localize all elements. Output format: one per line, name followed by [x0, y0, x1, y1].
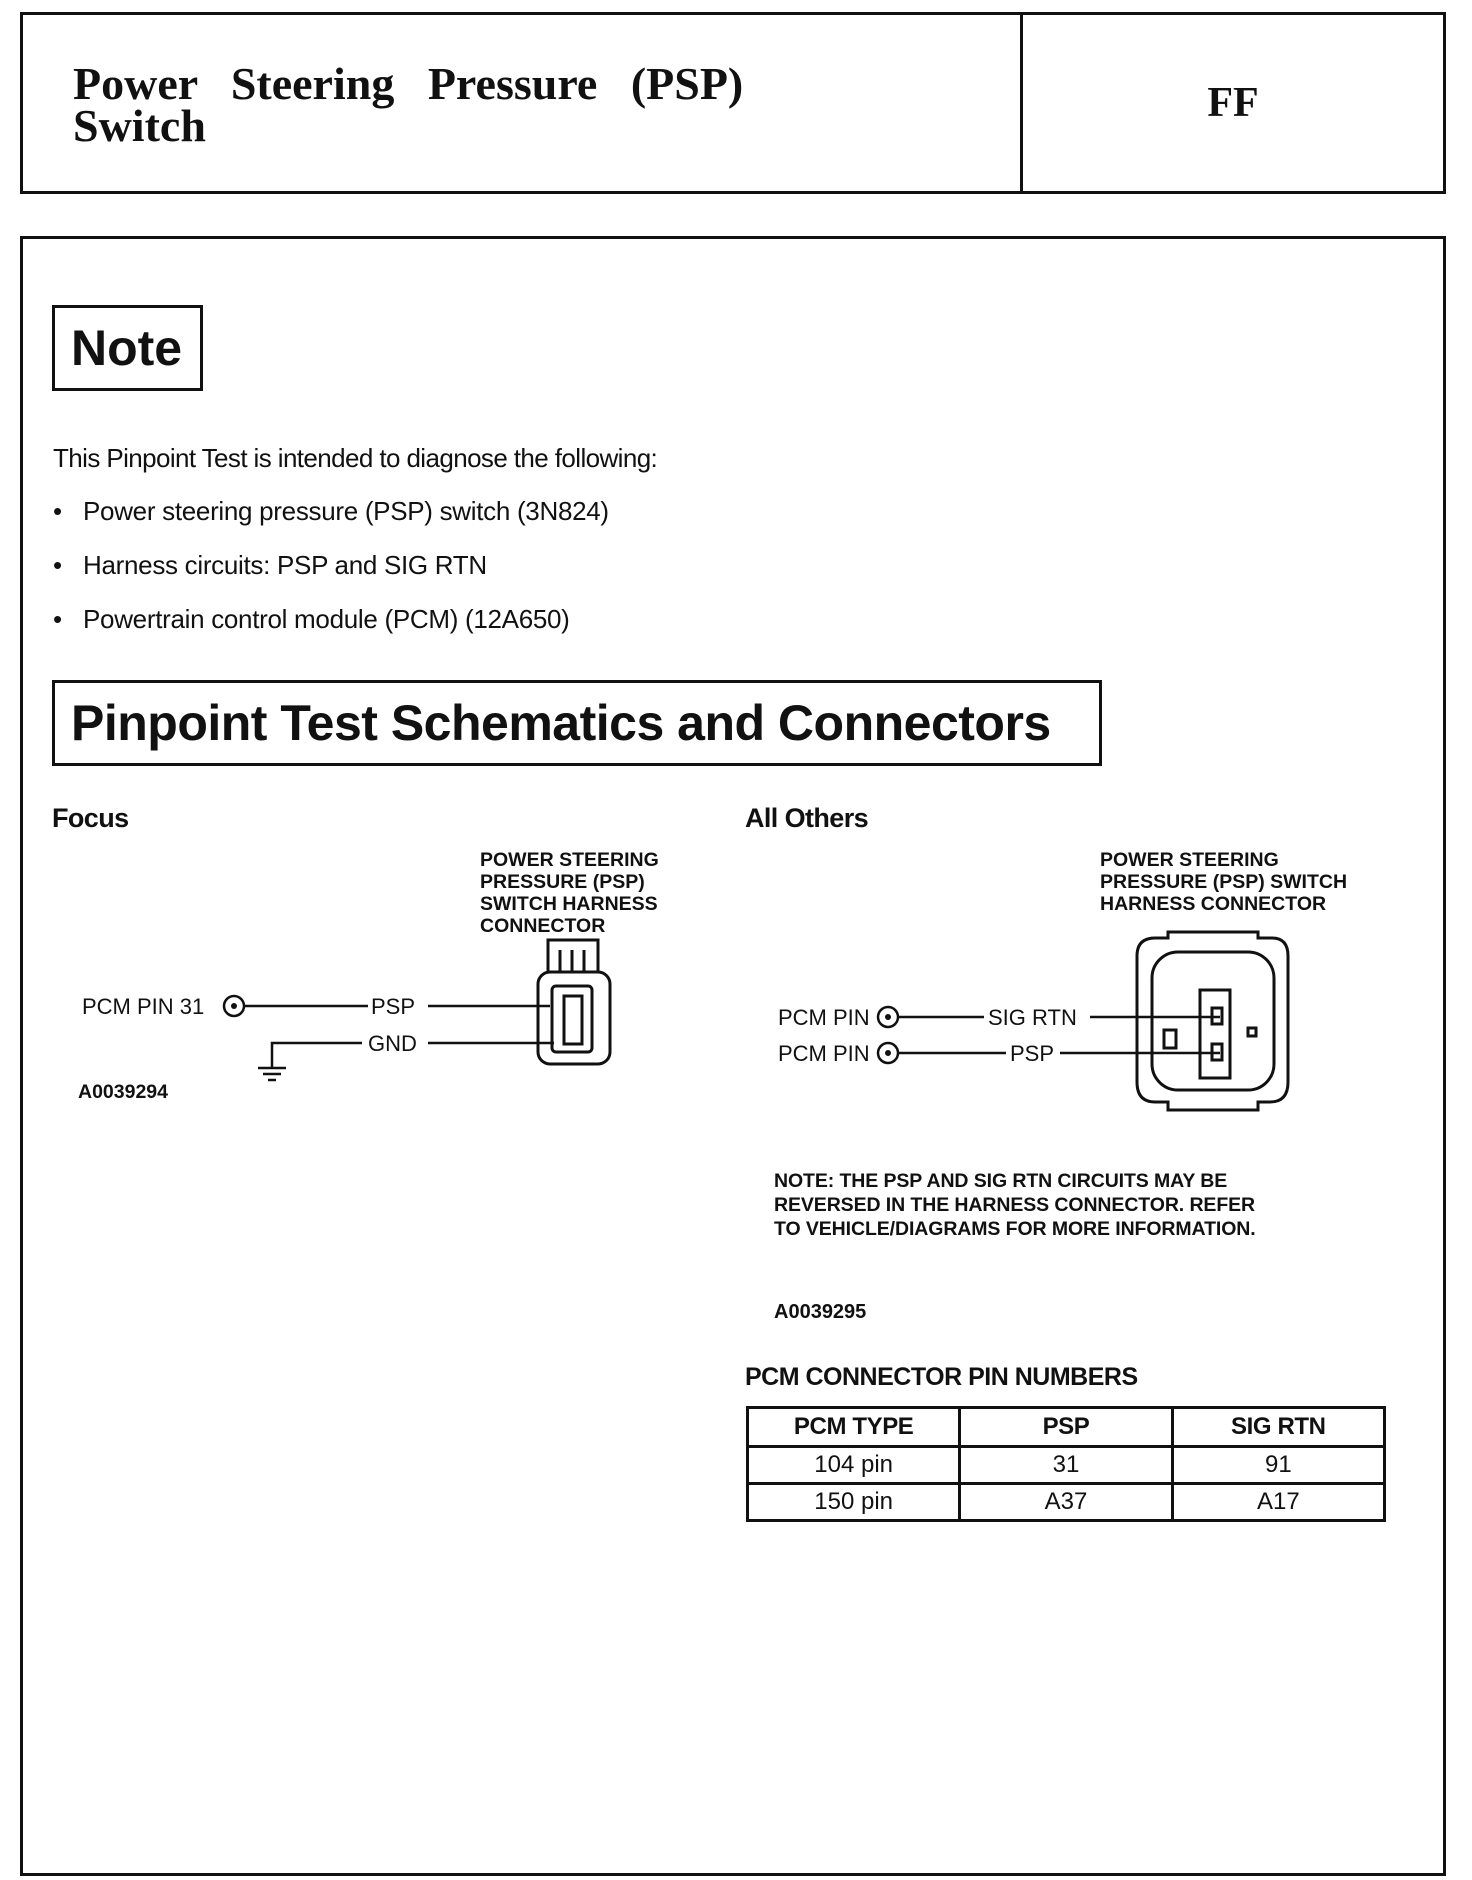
- others-connector-label-2: PRESSURE (PSP) SWITCH: [1100, 871, 1348, 893]
- list-item: • Harness circuits: PSP and SIG RTN: [53, 550, 487, 580]
- bullet-icon: •: [53, 550, 62, 580]
- page-title: [23, 15, 1023, 191]
- others-figure-code: A0039295: [774, 1301, 867, 1323]
- focus-connector-label-2: PRESSURE (PSP): [480, 871, 645, 893]
- gnd-wire: [272, 1043, 362, 1068]
- pin-table-title: PCM CONNECTOR PIN NUMBERS: [745, 1363, 1138, 1391]
- others-pcm-pin2-label: PCM PIN: [778, 1041, 870, 1066]
- focus-connector-icon: [538, 940, 610, 1064]
- note-bullet-list: [53, 495, 609, 657]
- pcm-pin-terminal-icon: [878, 1043, 898, 1063]
- focus-gnd-label: GND: [368, 1031, 417, 1056]
- column-header: PSP: [960, 1408, 1172, 1447]
- section-heading: Pinpoint Test Schematics and Connectors: [52, 680, 1102, 766]
- table-cell: A37: [960, 1484, 1172, 1521]
- focus-psp-label: PSP: [371, 994, 416, 1019]
- section-code: FF: [1207, 80, 1259, 126]
- title-line-2: Switch: [73, 100, 206, 151]
- title-line-1: Power Steering Pressure (PSP): [73, 58, 744, 109]
- others-connector-icon: [1137, 932, 1288, 1110]
- note-heading: Note: [52, 305, 203, 391]
- table-cell: 91: [1172, 1447, 1384, 1484]
- ground-symbol-icon: [258, 1068, 286, 1080]
- note-intro: This Pinpoint Test is intended to diagnose the following:: [53, 443, 658, 473]
- table-header-row: [748, 1408, 1385, 1447]
- others-psp-label: PSP: [1010, 1041, 1055, 1066]
- list-item: • Power steering pressure (PSP) switch (3N824): [53, 496, 609, 526]
- list-item: • Powertrain control module (PCM) (12A650): [53, 604, 570, 634]
- bullet-icon: •: [53, 496, 62, 526]
- column-header: SIG RTN: [1172, 1408, 1384, 1447]
- others-connector-label-1: POWER STEERING: [1100, 849, 1279, 871]
- table-cell: A17: [1172, 1484, 1384, 1521]
- page-header: [20, 12, 1446, 194]
- table-row: [748, 1484, 1385, 1521]
- others-note-text: NOTE: THE PSP AND SIG RTN CIRCUITS MAY BE REVERSED IN THE HARNESS CONNECTOR. REFER TO VEHICLE/DIAGRAMS FOR MORE INFORMATION.: [774, 1170, 1256, 1240]
- focus-pcm-pin-label: PCM PIN 31: [82, 994, 205, 1019]
- table-row: [748, 1447, 1385, 1484]
- focus-schematic: [60, 840, 720, 1110]
- pin-table: [746, 1406, 1386, 1522]
- column-header: PCM TYPE: [748, 1408, 960, 1447]
- table-cell: 150 pin: [748, 1484, 960, 1521]
- others-sig-rtn-label: SIG RTN: [988, 1005, 1077, 1030]
- focus-connector-label-4: CONNECTOR: [480, 915, 606, 937]
- bullet-icon: •: [53, 604, 62, 634]
- pcm-pin-terminal-icon: [224, 996, 244, 1016]
- table-cell: 104 pin: [748, 1447, 960, 1484]
- focus-figure-code: A0039294: [78, 1081, 168, 1103]
- focus-connector-label-3: SWITCH HARNESS: [480, 893, 658, 915]
- others-connector-label-3: HARNESS CONNECTOR: [1100, 893, 1327, 915]
- table-cell: 31: [960, 1447, 1172, 1484]
- others-pcm-pin1-label: PCM PIN: [778, 1005, 870, 1030]
- focus-connector-label-1: POWER STEERING: [480, 849, 659, 871]
- pcm-pin-terminal-icon: [878, 1007, 898, 1027]
- focus-heading: Focus: [52, 803, 129, 833]
- others-schematic: [760, 840, 1420, 1160]
- others-heading: All Others: [745, 803, 869, 833]
